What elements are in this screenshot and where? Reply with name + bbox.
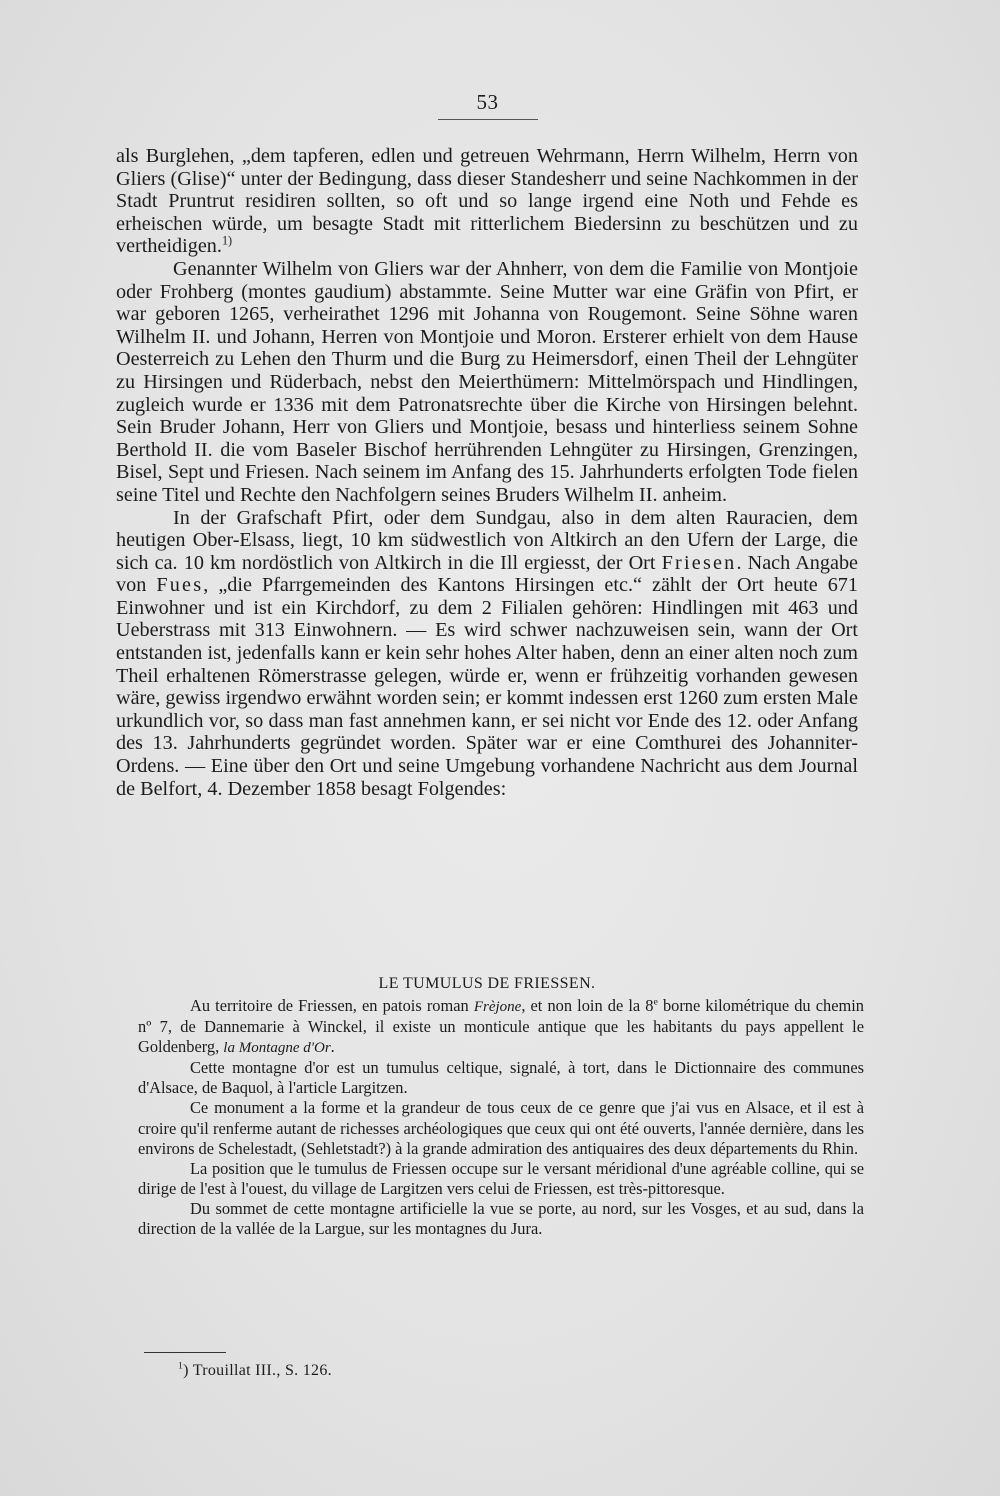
page-number: 53	[476, 90, 499, 114]
place-name-friesen: Friesen	[661, 551, 737, 574]
footnote	[178, 1362, 332, 1380]
italic-montagne-dor: la Montagne d'Or	[223, 1040, 331, 1057]
paragraph-2: Genannter Wilhelm von Gliers war der Ahnherr, von dem die Familie von Montjoie oder Frohberg (montes gaudium) abstammte. Seine Mutter war eine Gräfin von Pfirt, er war geboren 1265, verheirathet 1296 mit Johanna von Rougemont. Seine Söhne waren Wilhelm II. und Johann, Herren von Montjoie und Moron. Ersterer erhielt von dem Hause Oesterreich zu Lehen den Thurm und die Burg zu Heimersdorf, einen Theil der Lehngüter zu Hirsingen und Rüderbach, nebst den Meierthümern: Mittelmörspach und Hindlingen, zugleich wurde er 1336 mit dem Patronatsrechte über die Kirche von Hirsingen belehnt. Sein Bruder Johann, Herr von Gliers und Montjoie, besass und hinterliess seinem Sohne Berthold II. die vom Baseler Bischof herrührenden Lehngüter zu Hirsingen, Grenzingen, Bisel, Sept und Friesen. Nach seinem im Anfang des 15. Jahrhunderts erfolgten Tode fielen seine Titel und Rechte den Nachfolgern seines Bruders Wilhelm II. anheim.	[116, 257, 858, 506]
paragraph-3-part3: , „die Pfarrgemeinden des Kantons Hirsingen etc.“ zählt der Ort heute 671 Einwohner und ist ein Kirchdorf, zu dem 2 Filialen gehören: Hindlingen mit 463 und Ueberstrass mit 313 Einwohnern. — Es wird schwer nachzuweisen sein, wann der Ort entstanden ist, jedenfalls kann er kein sehr hohes Alter haben, denn an einer alten noch zum Theil erhaltenen Römerstrasse gelegen, würde er, wenn er frühzeitig vorhanden gewesen wäre, gewiss irgendwo erwähnt worden sein; er kommt indessen erst 1260 zum ersten Male urkundlich vor, so dass man fast annehmen kann, er sei nicht vor Ende des 12. oder Anfang des 13. Jahrhunderts gegründet worden. Später war er eine Comthurei des Johanniter-Ordens. — Eine über den Ort und seine Umgebung vorhandene Nachricht aus dem Journal de Belfort, 4. Dezember 1858 besagt Folgendes:	[116, 574, 858, 800]
quote-paragraph-5: Du sommet de cette montagne artificielle la vue se porte, au nord, sur les Vosges, et au sud, dans la direction de la vallée de la Largue, sur les montagnes du Jura.	[138, 1198, 864, 1239]
italic-frejone: Frèjone	[473, 999, 522, 1015]
paragraph-1-text: als Burglehen, „dem tapferen, edlen und getreuen Wehrmann, Herrn Wilhelm, Herrn von Gliers (Glise)“ unter der Bedingung, dass dieser Standesherr und seine Nachkommen in der Stadt Pruntrut residiren sollten, so oft und so lange irgend eine Noth und Fehde es erheischen würde, um besagte Stadt mit ritterlichem Biedersinn zu beschützen und zu vertheidigen.	[116, 145, 858, 258]
paragraph-1	[116, 145, 858, 258]
main-text	[116, 145, 858, 800]
footnote-rule	[144, 1352, 226, 1353]
footnote-marker: 1	[178, 1360, 184, 1372]
paragraph-3-part1: In der Grafschaft Pfirt, oder dem Sundgau, also in dem alten Rauracien, dem heutigen Ober-Elsass, liegt, 10 km südwestlich von Altkirch an den Ufern der Large, die sich ca. 10 km nordöstlich von Altkirch in die Ill ergiesst, der Ort	[116, 506, 858, 574]
author-name-fues: Fues	[156, 574, 204, 597]
quote-title: LE TUMULUS DE FRIESSEN.	[378, 975, 596, 992]
quote-paragraph-3: Ce monument a la forme et la grandeur de tous ceux de ce genre que j'ai vus en Alsace, et il est à croire qu'il renferme autant de richesses archéologiques que ceux qui ont été ouverts, l'année dernière, dans les environs de Schelestadt, (Sehletstadt?) à la grande admiration des antiquaires des deux départements du Rhin.	[138, 1098, 864, 1158]
paragraph-3	[116, 507, 858, 801]
quote-paragraph-2: Cette montagne d'or est un tumulus celtique, signalé, à tort, dans le Dictionnaire des communes d'Alsace, de Baquol, à l'article Largitzen.	[138, 1058, 864, 1098]
paragraph-3-part2: . Nach Angabe von	[116, 551, 859, 597]
quote-paragraph-1: Au territoire de Friessen, en patois roman Frèjone, et non loin de la 8e borne kilométrique du chemin nº 7, de Dannemarie à Winckel, il existe un monticule antique que les habitants du pays appellent le Goldenberg, la Montagne d'Or.	[138, 996, 864, 1057]
header-rule	[438, 119, 538, 120]
superscript-e: e	[653, 996, 658, 1008]
footnote-text: ) Trouillat III., S. 126.	[183, 1362, 332, 1379]
quote-paragraph-4: La position que le tumulus de Friessen occupe sur le versant méridional d'une agréable colline, qui se dirige de l'est à l'ouest, du village de Largitzen vers celui de Friessen, est très-pittoresque.	[138, 1158, 864, 1198]
footnote-reference: 1)	[221, 233, 233, 248]
quote-text	[138, 996, 864, 1239]
